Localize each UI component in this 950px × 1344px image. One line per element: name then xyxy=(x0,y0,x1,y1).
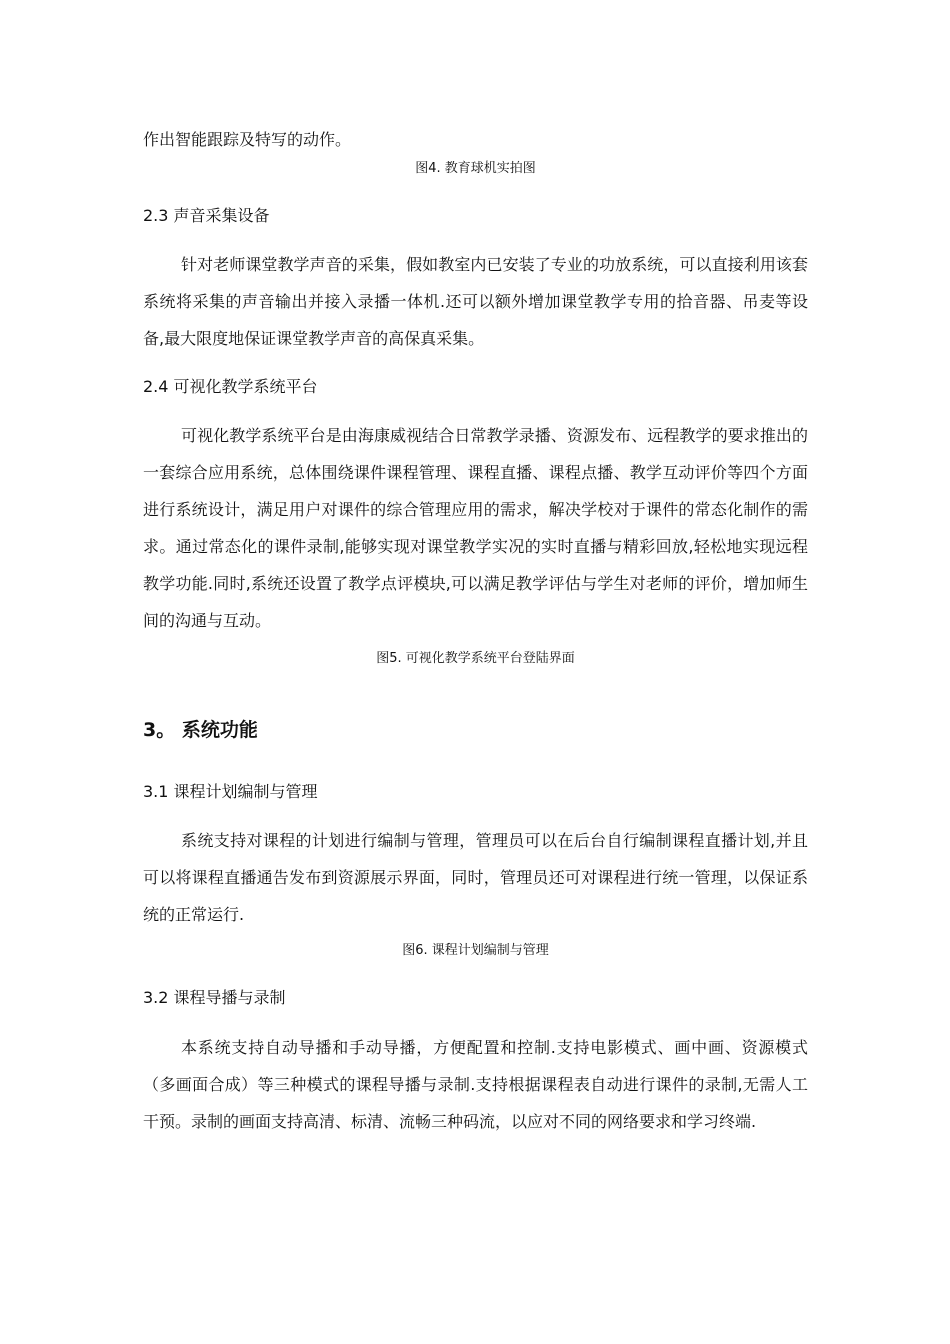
continuation-text: 作出智能跟踪及特写的动作。 xyxy=(143,130,352,149)
section-2-3-paragraph: 针对老师课堂教学声音的采集，假如教室内已安装了专业的功放系统，可以直接利用该套系统将采集的声音输出并接入录播一体机.还可以额外增加课堂教学专用的拾音器、吊麦等设备,最大限度地保证课堂教学声音的高保真采集。 xyxy=(143,255,808,348)
section-3-2-heading: 3.2 课程导播与录制 xyxy=(143,988,286,1007)
section-2-4-heading: 2.4 可视化教学系统平台 xyxy=(143,377,318,396)
section-2-4-paragraph: 可视化教学系统平台是由海康威视结合日常教学录播、资源发布、远程教学的要求推出的一套综合应用系统，总体围绕课件课程管理、课程直播、课程点播、教学互动评价等四个方面进行系统设计，满足用户对课件的综合管理应用的需求，解决学校对于课件的常态化制作的需求。通过常态化的课件录制,能够实现对课堂教学实况的实时直播与精彩回放,轻松地实现远程教学功能.同时,系统还设置了教学点评模块,可以满足教学评估与学生对老师的评价，增加师生间的沟通与互动。 xyxy=(143,426,808,630)
section-3-2-paragraph: 本系统支持自动导播和手动导播，方便配置和控制.支持电影模式、画中画、资源模式（多画面合成）等三种模式的课程导播与录制.支持根据课程表自动进行课件的录制,无需人工干预。录制的画面支持高清、标清、流畅三种码流，以应对不同的网络要求和学习终端. xyxy=(143,1038,808,1131)
section-3-heading: 3。 系统功能 xyxy=(143,719,258,741)
figure-4-caption: 图4. 教育球机实拍图 xyxy=(415,161,536,176)
section-2-3-heading: 2.3 声音采集设备 xyxy=(143,206,270,225)
section-3-1-paragraph: 系统支持对课程的计划进行编制与管理，管理员可以在后台自行编制课程直播计划,并且可以将课程直播通告发布到资源展示界面，同时，管理员还可对课程进行统一管理，以保证系统的正常运行. xyxy=(143,831,808,924)
figure-6-caption: 图6. 课程计划编制与管理 xyxy=(402,943,549,958)
figure-5-caption: 图5. 可视化教学系统平台登陆界面 xyxy=(376,651,575,666)
section-3-1-heading: 3.1 课程计划编制与管理 xyxy=(143,782,318,801)
